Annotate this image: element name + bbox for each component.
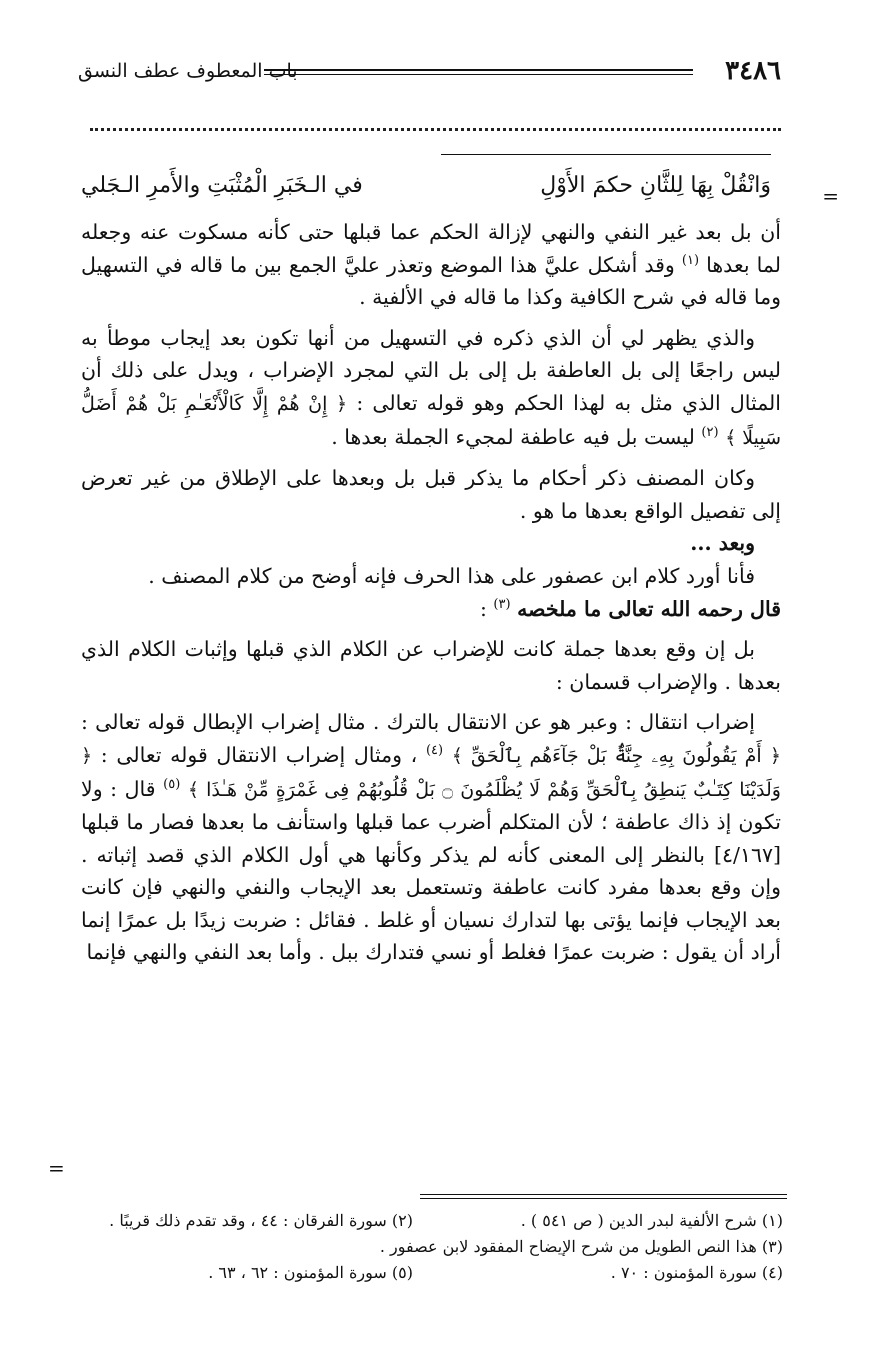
footnotes [83,1208,783,1286]
dotted-separator [90,128,781,131]
footnote-ref[interactable]: (٢) [701,424,719,440]
paragraph-2 [81,322,781,454]
quote-intro: قال رحمه الله تعالى ما ملخصه [517,596,781,621]
chapter-title: باب المعطوف عطف النسق [78,60,298,82]
text-line: [٤/١٦٧] بالنظر إلى المعنى كأنه لم يذكر وكأنها هي أول الكلام الذي قصد إثباته . [81,842,781,867]
footnote-ref[interactable]: (١) [681,252,700,268]
verse-hemistich-first: وَانْقُلْ بِهَا لِلثَّانِ حكمَ الأَوْلِ [540,173,771,198]
footnote-row [83,1234,783,1260]
continuation-mark-top: = [822,184,839,208]
verse-overline [441,154,771,155]
text-line: بعد الإيجاب فإنما يؤتى بها لتدارك نسيان أو غلط . فقائل : ضربت زيدًا بل عمرًا إنما [81,907,781,932]
text-line: التسهيل وما قاله في شرح الكافية وكذا ما قاله في الألفية . [81,252,781,310]
text-line: المثال الذي مثل به لهذا الحكم وهو قوله تعالى : [356,390,781,415]
text-line: وجعله لما بعدها [81,220,781,277]
footnote-rule [420,1194,787,1199]
page-number: ٣٤٨٦ [725,56,781,86]
footnote-4: (٤) سورة المؤمنون : ٧٠ . [610,1263,783,1282]
text-line: إضراب انتقال : وعبر هو عن الانتقال بالترك . مثال إضراب الإبطال قوله تعالى : [81,710,755,735]
text-line: ، ومثال إضراب الانتقال قوله تعالى : [100,742,418,767]
text-line: بل إن وقع بعدها جملة كانت للإضراب عن الكلام الذي قبلها وإثبات الكلام [128,637,755,662]
paragraph-7 [81,633,781,698]
continuation-mark-bottom: = [48,1156,65,1180]
paragraph-6 [81,593,781,626]
verse-hemistich-second: في الـخَبَرِ الْمُثْبَتِ والأَمرِ الـجَلي [81,173,363,198]
text-line: إلى تفصيل الواقع بعدها ما هو . [519,498,781,523]
text-line: الذي بعدها . والإضراب قسمان : [81,637,781,694]
quran-verse: ﴿ إِنْ هُمْ إِلَّا كَالْأَنْعَـٰمِ بَلْ هُمْ أَضَلُّ سَبِيلًا ﴾ [81,392,781,449]
text-line: والذي يظهر لي أن الذي ذكره في التسهيل من أنها تكون بعد إيجاب موطأ به [81,325,755,350]
text-line: ليست بل فيه عاطفة لمجيء الجملة بعدها . [331,424,695,449]
paragraph-3 [81,462,781,527]
paragraph-8 [81,706,781,969]
quran-verse: ﴿ وَلَدَيْنَا كِتَـٰبٌ يَنطِقُ بِٱلْحَقِّ وَهُمْ لَا يُظْلَمُونَ ۝ بَلْ قُلُوبُهُمْ فِى غَمْرَةٍ مِّنْ هَـٰذَا ﴾ [81,744,781,801]
text-line: : [479,596,487,621]
footnote-ref[interactable]: (٤) [425,743,444,759]
page-header [78,56,781,92]
paragraph-5: فأنا أورد كلام ابن عصفور على هذا الحرف فإنه أوضح من كلام المصنف . [148,563,755,588]
footnote-1: (١) شرح الألفية لبدر الدين ( ص ٥٤١ ) . [520,1211,783,1230]
text-line: ليس راجعًا إلى بل العاطفة بل إلى بل التي لمجرد الإضراب ، ويدل على ذلك أن [81,358,782,383]
text-line: قال : ولا [81,776,156,801]
text-line: وإن وقع بعدها مفرد كانت عاطفة وتستعمل بعد الإيجاب والنفي والنهي فإن كانت [81,875,781,900]
text-line: أراد أن يقول : ضربت عمرًا فغلط أو نسي فتدارك ببل . وأما بعد النفي والنهي فإنما [86,940,781,965]
text-line: أن بل بعد غير النفي والنهي لإزالة الحكم عما قبلها حتى كأنه مسكوت عنه [139,220,781,244]
footnote-3: (٣) هذا النص الطويل من شرح الإيضاح المفقود لابن عصفور . [379,1237,783,1256]
paragraph-1 [81,216,781,314]
verse-line [81,166,771,206]
paragraph-4: وبعد ... [690,531,755,556]
footnote-2: (٢) سورة الفرقان : ٤٤ ، وقد تقدم ذلك قريبًا . [109,1211,413,1230]
text-line: وكان المصنف ذكر أحكام ما يذكر قبل بل وبعدها على الإطلاق من غير تعرض [81,466,755,491]
footnote-ref[interactable]: (٣) [493,596,511,612]
text-line: وقد أشكل عليَّ هذا الموضع وتعذر عليَّ الجمع بين ما قاله في [155,252,675,277]
header-rule [264,69,693,75]
quran-verse: ﴿ أَمْ يَقُولُونَ بِهِۦ جِنَّةٌۢ بَلْ جَآءَهُم بِٱلْحَقِّ ﴾ [451,744,781,767]
footnote-5: (٥) سورة المؤمنون : ٦٢ ، ٦٣ . [208,1263,413,1282]
footnote-row [83,1260,783,1286]
footnote-ref[interactable]: (٥) [163,776,181,792]
text-line: تكون إذ ذاك عاطفة ؛ لأن المتكلم أضرب عما قبلها واستأنف ما بعدها فصار ما قبلها [81,810,781,835]
footnote-row [83,1208,783,1234]
body-text [81,216,781,969]
